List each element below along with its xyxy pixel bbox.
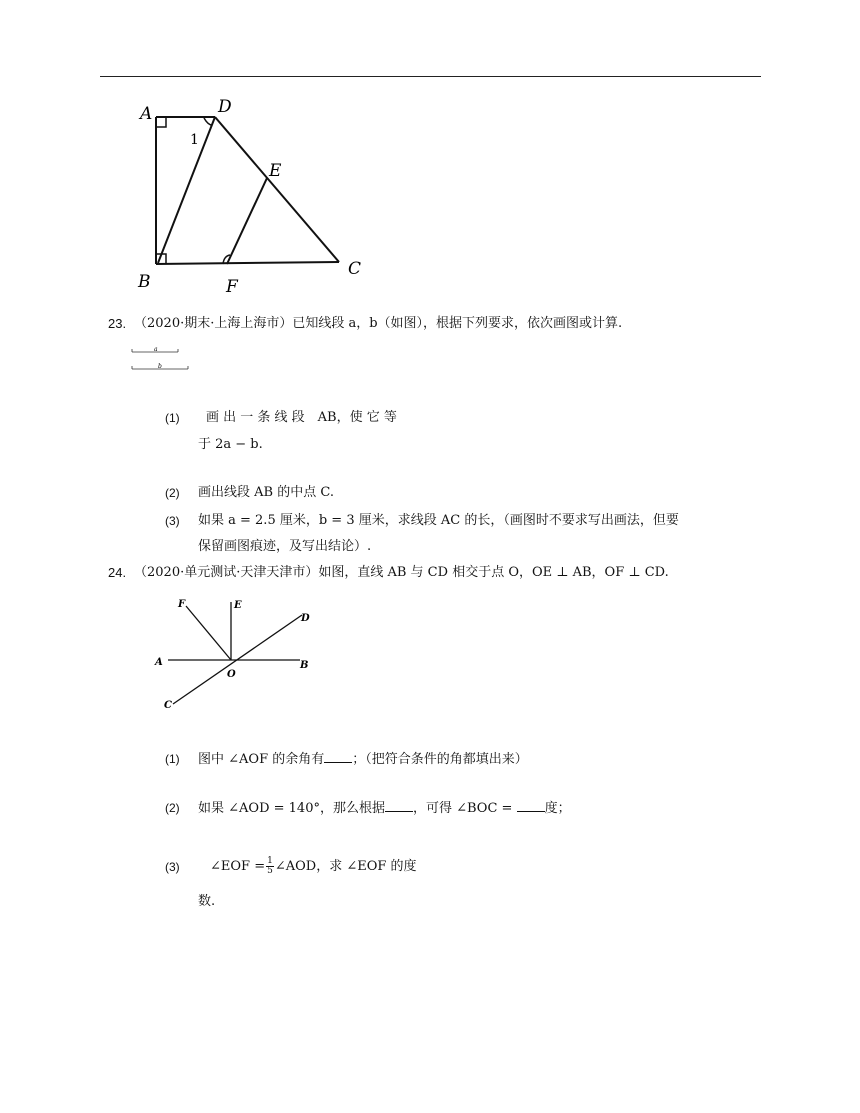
segments-a-b-figure: [128, 342, 194, 372]
q23-part3-line1: 如果 a = 2.5 厘米，b = 3 厘米，求线段 AC 的长，（画图时不要求写出画法，但要: [198, 513, 679, 528]
label-C: C: [164, 700, 172, 711]
label-D: D: [301, 613, 310, 624]
q24-part2: [198, 798, 571, 819]
label-C: C: [348, 259, 362, 279]
label-F: F: [178, 599, 186, 610]
label-A: A: [140, 104, 153, 124]
answer-blank[interactable]: [324, 749, 352, 763]
q23-part2-text: 画出线段 AB 的中点 C.: [198, 485, 334, 500]
header-rule: [100, 76, 761, 77]
label-B: B: [138, 272, 151, 292]
q24-number: 24.: [108, 565, 127, 580]
q23-part1-line2: 于 2a − b.: [198, 437, 263, 452]
answer-blank[interactable]: [517, 798, 545, 812]
q24-part2-post: 度；: [544, 801, 571, 816]
q24-part1-number: (1): [165, 752, 180, 766]
q24-part2-mid: ，可得 ∠BOC =: [412, 801, 517, 816]
trapezoid-figure: [130, 92, 370, 297]
q24-part3-line2: 数.: [198, 894, 216, 909]
q23-part3-number: (3): [165, 514, 180, 528]
label-B: B: [300, 660, 309, 671]
q24-part2-number: (2): [165, 801, 180, 815]
q24-text: （2020·单元测试·天津天津市）如图，直线 AB 与 CD 相交于点 O，OE ⊥ AB，OF ⊥ CD.: [134, 565, 669, 580]
q24-part1-post: ；（把符合条件的角都填出来）: [352, 752, 528, 767]
fraction: [266, 857, 274, 876]
fraction-denominator: 5: [267, 866, 273, 876]
q24-part3-pre: ∠EOF =: [210, 859, 266, 874]
q24-part3-line1: [210, 855, 417, 879]
label-E: E: [234, 600, 242, 611]
q23-part3-line2: 保留画图痕迹，及写出结论）.: [198, 539, 372, 554]
q24-part3-number: (3): [165, 860, 180, 874]
q24-part3-post: ∠AOD，求 ∠EOF 的度: [274, 859, 417, 874]
q23-part1-line1: 画 出 一 条 线 段 AB，使 它 等: [206, 410, 397, 425]
q23-text: （2020·期末·上海上海市）已知线段 a，b（如图），根据下列要求，依次画图或计算.: [134, 316, 623, 331]
q23-part2-number: (2): [165, 486, 180, 500]
segment-a-label: a: [154, 346, 158, 353]
intersecting-lines-figure: [150, 590, 325, 715]
q23-number: 23.: [108, 316, 127, 331]
q23-part1-number: (1): [165, 411, 180, 425]
fraction-numerator: 1: [267, 856, 273, 866]
answer-blank[interactable]: [385, 798, 413, 812]
label-A: A: [155, 657, 163, 668]
label-E: E: [269, 161, 282, 181]
label-D: D: [218, 97, 232, 117]
label-F: F: [226, 277, 238, 297]
q24-part2-pre: 如果 ∠AOD = 140°，那么根据: [198, 801, 385, 816]
segment-b-label: b: [158, 363, 162, 370]
q24-part1-pre: 图中 ∠AOF 的余角有: [198, 752, 325, 767]
q24-part1: [198, 749, 528, 770]
label-1: 1: [190, 132, 199, 148]
label-O: O: [227, 669, 236, 680]
